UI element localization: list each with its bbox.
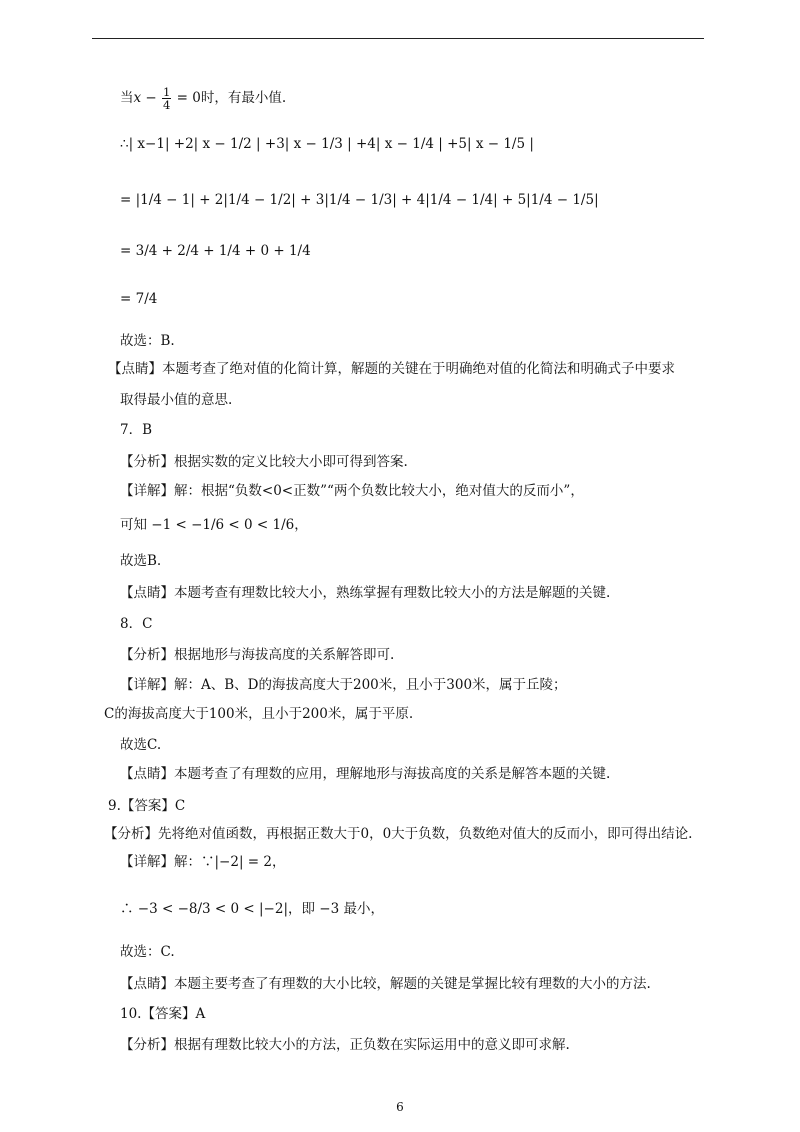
q7-analysis: 【分析】根据实数的定义比较大小即可得到答案. [120,454,408,470]
page-number: 6 [396,1100,404,1114]
line-answer: 故选：B. [120,333,175,349]
q7-detail: 【详解】解：根据“负数<0<正数”“两个负数比较大小，绝对值大的反而小”， [120,483,584,499]
q7-choice: 故选B. [120,553,162,569]
q8-analysis: 【分析】根据地形与海拔高度的关系解答即可. [120,647,395,663]
line-substitution: = |1/4 − 1| + 2|1/4 − 1/2| + 3|1/4 − 1/3| + 4|1/4 − 1/4| + 5|1/4 − 1/5| [120,192,599,208]
header-rule [92,38,704,39]
q9-choice: 故选：C. [120,944,175,960]
minus: − [141,90,162,107]
fraction-1-4 [162,86,171,111]
q9-detail: 【详解】解：∵|−2| = 2， [120,854,286,870]
line-expression: ∴| x−1| +2| x − 1/2 | +3| x − 1/3 | +4| x − 1/4 | +5| x − 1/5 | [120,136,534,152]
line-sum: = 3/4 + 2/4 + 1/4 + 0 + 1/4 [120,243,311,259]
q9-analysis: 【分析】先将绝对值函数，再根据正数大于0，0大于负数，负数绝对值大的反而小，即可得出结论. [104,826,693,842]
variable-x: x [133,90,142,107]
question-10-answer: 10.【答案】A [120,1006,206,1022]
q7-inequality: 可知 −1 < −1/6 < 0 < 1/6， [120,517,308,533]
denominator: 4 [163,98,171,113]
line-comment-cont: 取得最小值的意思. [120,392,233,408]
text: = 0时，有最小值. [172,90,287,107]
q7-comment: 【点睛】本题考查有理数比较大小，熟练掌握有理数比较大小的方法是解题的关键. [120,585,611,601]
question-9-answer: 9.【答案】C [108,798,186,814]
q8-detail: 【详解】解：A、B、D的海拔高度大于200米，且小于300米，属于丘陵； [120,677,567,693]
q9-inequality: ∴ −3 < −8/3 < 0 < |−2|，即 −3 最小， [120,901,384,917]
line-minimum-condition [120,86,286,111]
line-result: = 7/4 [120,291,158,307]
q9-comment: 【点睛】本题主要考查了有理数的大小比较，解题的关键是掌握比较有理数的大小的方法. [120,976,651,992]
text: 当 [120,90,134,107]
line-comment: 【点睛】本题考查了绝对值的化简计算，解题的关键在于明确绝对值的化简法和明确式子中要求 [108,361,675,377]
q8-detail-cont: C的海拔高度大于100米，且小于200米，属于平原. [104,706,414,722]
question-8-answer: 8．C [120,616,153,632]
question-7-answer: 7．B [120,422,153,438]
q8-comment: 【点睛】本题考查了有理数的应用，理解地形与海拔高度的关系是解答本题的关键. [120,766,611,782]
q8-choice: 故选C. [120,737,162,753]
q10-analysis: 【分析】根据有理数比较大小的方法，正负数在实际运用中的意义即可求解. [120,1037,570,1053]
numerator: 1 [163,85,171,99]
